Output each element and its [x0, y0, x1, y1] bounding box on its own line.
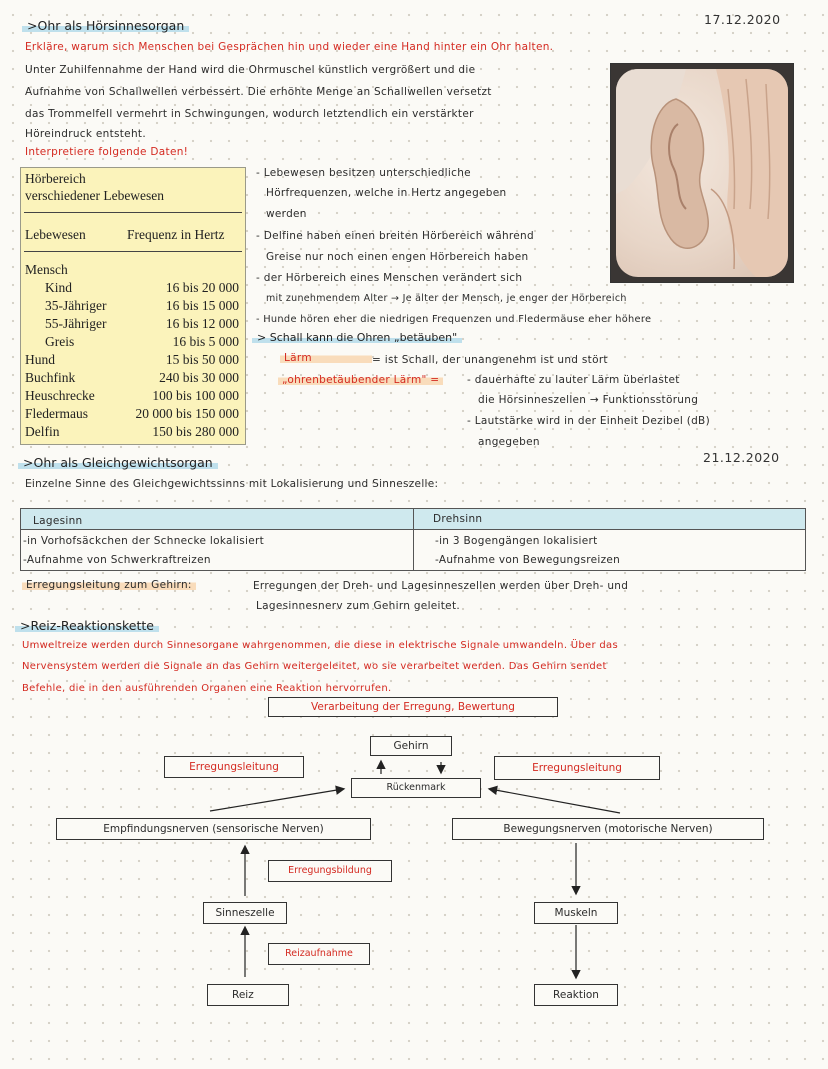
processing-box: Verarbeitung der Erregung, Bewertung	[268, 697, 558, 717]
section-heading-hearing: >Ohr als Hörsinnesorgan	[22, 18, 189, 33]
reflex-text: Umweltreize werden durch Sinnesorgane wahrgenommen, die diese in elektrische Signale umwandeln. Über das	[22, 640, 618, 651]
drehsinn-line: -in 3 Bogengängen lokalisiert	[435, 535, 598, 547]
row-range: 16 bis 20 000	[165, 280, 239, 295]
row-range: 20 000 bis 150 000	[135, 406, 239, 421]
row-name: Greis	[45, 334, 75, 349]
note-line: Hörfrequenzen, welche in Hertz angegeben	[266, 187, 507, 199]
lagesinn-line: -Aufnahme von Schwerkraftreizen	[23, 554, 211, 566]
excitation-box: Erregungsbildung	[268, 860, 392, 882]
column-header-frequenz: Frequenz in Hertz	[127, 227, 225, 242]
row-range: 100 bis 100 000	[152, 388, 239, 403]
laerm-label: Lärm	[280, 352, 372, 364]
date-1: 17.12.2020	[704, 12, 781, 27]
row-name: Buchfink	[25, 370, 76, 385]
row-name: 55-Jähriger	[45, 316, 107, 331]
row-range: 16 bis 15 000	[165, 298, 239, 313]
conduction-right-box: Erregungsleitung	[494, 756, 660, 780]
schall-point: - Lautstärke wird in der Einheit Dezibel (dB)	[467, 415, 710, 427]
conduction-left-box: Erregungsleitung	[164, 756, 304, 778]
conduction-text: Lagesinnesnerv zum Gehirn geleitet.	[256, 600, 460, 612]
answer-line: das Trommelfell vermehrt in Schwingungen, wodurch letztendlich ein verstärkter	[25, 108, 474, 120]
row-name: 35-Jähriger	[45, 298, 107, 313]
lagesinn-line: -in Vorhofsäckchen der Schnecke lokalisiert	[23, 535, 264, 547]
task-text: Interpretiere folgende Daten!	[25, 146, 189, 158]
schall-heading: > Schall kann die Ohren „betäuben"	[252, 331, 462, 344]
sensory-nerves-box: Empfindungsnerven (sensorische Nerven)	[56, 818, 371, 840]
ohrenbetaeubend-label: „ohrenbetäubender Lärm" =	[278, 374, 443, 386]
row-name: Delfin	[25, 424, 60, 439]
note-line: mit zunehmendem Alter → Je älter der Mensch, je enger der Hörbereich	[266, 293, 627, 304]
schall-point: - dauerhafte zu lauter Lärm überlastet	[467, 374, 680, 386]
row-range: 15 bis 50 000	[165, 352, 239, 367]
note-line: - Lebewesen besitzen unterschiedliche	[256, 167, 471, 179]
conduction-label: Erregungsleitung zum Gehirn:	[22, 579, 196, 591]
row-name: Hund	[25, 352, 55, 367]
note-line: - Hunde hören eher die niedrigen Frequenzen und Fledermäuse eher höhere	[256, 314, 652, 325]
table-title-line: Hörbereich	[25, 171, 86, 186]
section-heading-balance: >Ohr als Gleichgewichtsorgan	[18, 455, 218, 470]
answer-line: Aufnahme von Schallwellen verbessert. Die erhöhte Menge an Schallwellen versetzt	[25, 86, 492, 98]
schall-point: angegeben	[478, 436, 540, 448]
answer-line: Unter Zuhilfennahme der Hand wird die Ohrmuschel künstlich vergrößert und die	[25, 64, 476, 76]
row-range: 16 bis 5 000	[172, 334, 239, 349]
muscles-box: Muskeln	[534, 902, 618, 924]
spinal-cord-box: Rückenmark	[351, 778, 481, 798]
laerm-definition: = ist Schall, der unangenehm ist und stört	[372, 354, 608, 366]
lagesinn-header: Lagesinn	[33, 515, 83, 527]
drehsinn-line: -Aufnahme von Bewegungsreizen	[435, 554, 621, 566]
row-range: 16 bis 12 000	[165, 316, 239, 331]
schall-point: die Hörsinneszellen → Funktionsstörung	[478, 394, 699, 406]
date-2: 21.12.2020	[703, 450, 780, 465]
note-line: Greise nur noch einen engen Hörbereich haben	[266, 251, 529, 263]
note-line: - der Hörbereich eines Menschen verändert sich	[256, 272, 523, 284]
intake-box: Reizaufnahme	[268, 943, 370, 965]
brain-box: Gehirn	[370, 736, 452, 756]
table-title-line: verschiedener Lebewesen	[25, 188, 165, 203]
receptor-box: Sinneszelle	[203, 902, 287, 924]
row-name: Heuschrecke	[25, 388, 95, 403]
answer-line: Höreindruck entsteht.	[25, 128, 146, 140]
reaction-box: Reaktion	[534, 984, 618, 1006]
row-name: Mensch	[25, 262, 68, 277]
question-text: Erkläre, warum sich Menschen bei Gesprächen hin und wieder eine Hand hinter ein Ohr halten.	[25, 41, 554, 53]
balance-intro: Einzelne Sinne des Gleichgewichtssinns mit Lokalisierung und Sinneszelle:	[25, 478, 439, 490]
section-heading-reflex: >Reiz-Reaktionskette	[15, 618, 159, 633]
row-name: Kind	[45, 280, 72, 295]
reflex-text: Befehle, die in den ausführenden Organen eine Reaktion hervorrufen.	[22, 683, 392, 694]
note-line: werden	[266, 208, 307, 220]
column-header-lebewesen: Lebewesen	[25, 227, 86, 242]
row-name: Fledermaus	[25, 406, 88, 421]
motor-nerves-box: Bewegungsnerven (motorische Nerven)	[452, 818, 764, 840]
stimulus-box: Reiz	[207, 984, 289, 1006]
row-range: 240 bis 30 000	[159, 370, 239, 385]
row-range: 150 bis 280 000	[152, 424, 239, 439]
conduction-text: Erregungen der Dreh- und Lagesinneszellen werden über Dreh- und	[253, 580, 629, 592]
reflex-text: Nervensystem werden die Signale an das Gehirn weitergeleitet, wo sie verarbeitet werden. Das Gehirn sendet	[22, 661, 607, 672]
drehsinn-header: Drehsinn	[433, 513, 483, 525]
note-line: - Delfine haben einen breiten Hörbereich während	[256, 230, 534, 242]
